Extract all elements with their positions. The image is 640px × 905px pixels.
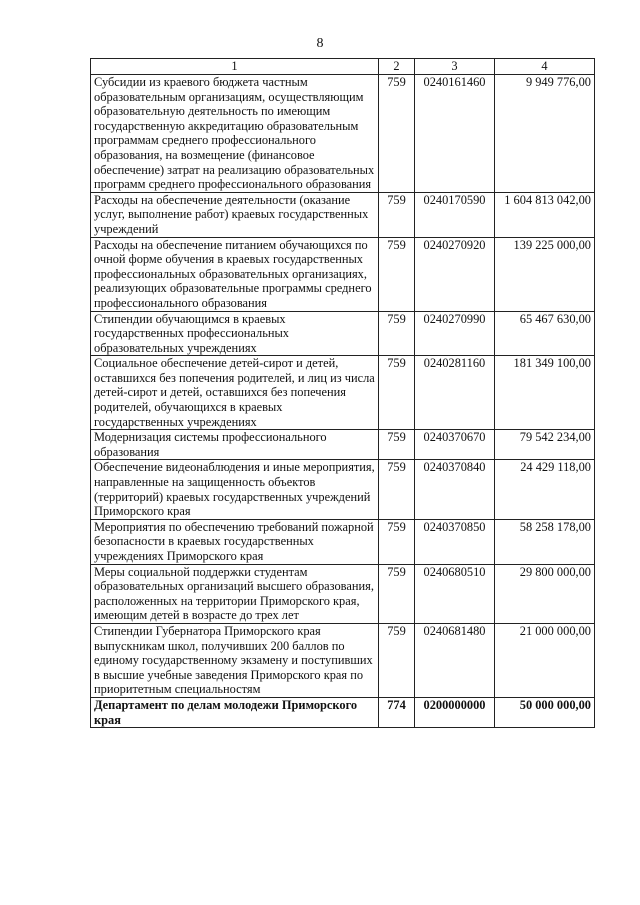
row-code-cell: 759: [379, 75, 415, 193]
row-name-cell: Меры социальной поддержки студентам образовательных организаций высшего образования, расположенных на территории Приморского края, имеющим детей в возрасте до трех лет: [91, 564, 379, 623]
header-col-2: 2: [379, 59, 415, 75]
budget-table: [90, 58, 595, 728]
row-amount-cell: 1 604 813 042,00: [495, 192, 595, 237]
row-amount-cell: 139 225 000,00: [495, 237, 595, 311]
table-row: [91, 623, 595, 697]
row-amount-cell: 65 467 630,00: [495, 311, 595, 356]
row-code-cell: 759: [379, 460, 415, 519]
row-code-cell: 759: [379, 519, 415, 564]
row-name-cell: Мероприятия по обеспечению требований пожарной безопасности в краевых государственных учреждениях Приморского края: [91, 519, 379, 564]
row-kbs-cell: 0240370850: [415, 519, 495, 564]
row-name-cell: Обеспечение видеонаблюдения и иные мероприятия, направленные на защищенность объектов (территорий) краевых государственных учреждений Приморского края: [91, 460, 379, 519]
row-amount-cell: 21 000 000,00: [495, 623, 595, 697]
row-amount-cell: 181 349 100,00: [495, 356, 595, 430]
row-name-cell: Стипендии Губернатора Приморского края выпускникам школ, получивших 200 баллов по единому государственному экзамену и поступивших в высшие учебные заведения Приморского края по приоритетным специальностям: [91, 623, 379, 697]
header-col-1: 1: [91, 59, 379, 75]
row-code-cell: 759: [379, 192, 415, 237]
table-row: [91, 564, 595, 623]
row-code-cell: 759: [379, 623, 415, 697]
row-code-cell: 759: [379, 356, 415, 430]
table-header-row: [91, 59, 595, 75]
row-kbs-cell: 0240680510: [415, 564, 495, 623]
row-name-cell: Модернизация системы профессионального образования: [91, 430, 379, 460]
header-col-4: 4: [495, 59, 595, 75]
row-kbs-cell: 0240370840: [415, 460, 495, 519]
row-kbs-cell: 0240161460: [415, 75, 495, 193]
row-amount-cell: 50 000 000,00: [495, 697, 595, 727]
row-amount-cell: 9 949 776,00: [495, 75, 595, 193]
row-code-cell: 759: [379, 564, 415, 623]
row-amount-cell: 79 542 234,00: [495, 430, 595, 460]
row-kbs-cell: 0240270990: [415, 311, 495, 356]
row-name-cell: Стипендии обучающимся в краевых государственных профессиональных образовательных учреждениях: [91, 311, 379, 356]
row-kbs-cell: 0240270920: [415, 237, 495, 311]
table-row: [91, 460, 595, 519]
row-amount-cell: 24 429 118,00: [495, 460, 595, 519]
row-name-cell: Субсидии из краевого бюджета частным образовательным организациям, осуществляющим образовательную деятельность по имеющим государственную аккредитацию образовательным программам среднего профессионального образования, на возмещение (финансовое обеспечение) затрат на реализацию образовательных программ среднего профессионального образования: [91, 75, 379, 193]
table-total-row: [91, 697, 595, 727]
row-code-cell: 759: [379, 311, 415, 356]
page-number: 8: [316, 36, 324, 51]
budget-table-body: [91, 59, 595, 728]
table-row: [91, 519, 595, 564]
row-code-cell: 774: [379, 697, 415, 727]
row-code-cell: 759: [379, 237, 415, 311]
table-row: [91, 237, 595, 311]
row-amount-cell: 58 258 178,00: [495, 519, 595, 564]
row-name-cell: Департамент по делам молодежи Приморского края: [91, 697, 379, 727]
row-kbs-cell: 0200000000: [415, 697, 495, 727]
table-row: [91, 75, 595, 193]
table-row: [91, 356, 595, 430]
row-name-cell: Расходы на обеспечение питанием обучающихся по очной форме обучения в краевых государственных профессиональных образовательных организациях, реализующих образовательные программы среднего профессионального образования: [91, 237, 379, 311]
row-name-cell: Социальное обеспечение детей-сирот и детей, оставшихся без попечения родителей, и лиц из числа детей-сирот и детей, оставшихся без попечения родителей, обучающихся в краевых государственных учреждениях: [91, 356, 379, 430]
row-amount-cell: 29 800 000,00: [495, 564, 595, 623]
row-name-cell: Расходы на обеспечение деятельности (оказание услуг, выполнение работ) краевых государственных учреждений: [91, 192, 379, 237]
table-row: [91, 192, 595, 237]
table-row: [91, 311, 595, 356]
row-kbs-cell: 0240681480: [415, 623, 495, 697]
row-code-cell: 759: [379, 430, 415, 460]
row-kbs-cell: 0240370670: [415, 430, 495, 460]
table-row: [91, 430, 595, 460]
header-col-3: 3: [415, 59, 495, 75]
row-kbs-cell: 0240170590: [415, 192, 495, 237]
row-kbs-cell: 0240281160: [415, 356, 495, 430]
